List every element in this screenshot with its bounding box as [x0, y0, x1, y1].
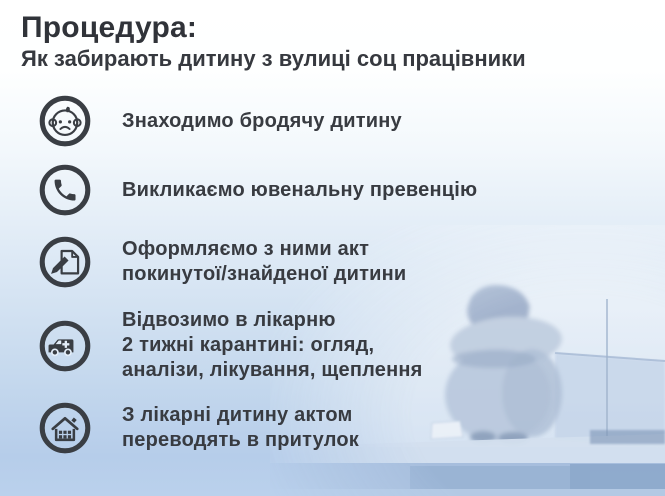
step-row-1 [38, 94, 402, 148]
document-pencil-icon [38, 235, 92, 289]
step-text-2 [122, 178, 477, 203]
step-line: Оформляємо з ними акт [122, 238, 370, 260]
step-line: переводять в притулок [122, 429, 360, 451]
baby-icon [38, 94, 92, 148]
step-text-3 [122, 237, 406, 287]
step-line: З лікарні дитину актом [122, 404, 353, 426]
step-line: 2 тижні карантині: огляд, [122, 334, 375, 356]
step-line: Викликаємо ювенальну превенцію [122, 178, 478, 201]
ambulance-icon [38, 319, 92, 373]
step-line: покинутої/знайденої дитини [122, 263, 407, 285]
house-icon [38, 401, 92, 455]
page-title: Процедура: [21, 11, 198, 44]
step-text-5 [122, 403, 359, 453]
step-line: Знаходимо бродячу дитину [122, 109, 402, 132]
step-line: аналізи, лікування, щеплення [122, 359, 423, 381]
step-line: Відвозимо в лікарню [122, 309, 336, 331]
step-row-2 [38, 163, 477, 217]
step-row-4 [38, 308, 423, 383]
header [21, 10, 526, 72]
step-row-3 [38, 235, 406, 289]
step-text-1 [122, 109, 402, 134]
phone-icon [38, 163, 92, 217]
step-text-4 [122, 308, 423, 383]
page-subtitle: Як забирають дитину з вулиці соц працівники [21, 46, 526, 71]
step-row-5 [38, 401, 359, 455]
